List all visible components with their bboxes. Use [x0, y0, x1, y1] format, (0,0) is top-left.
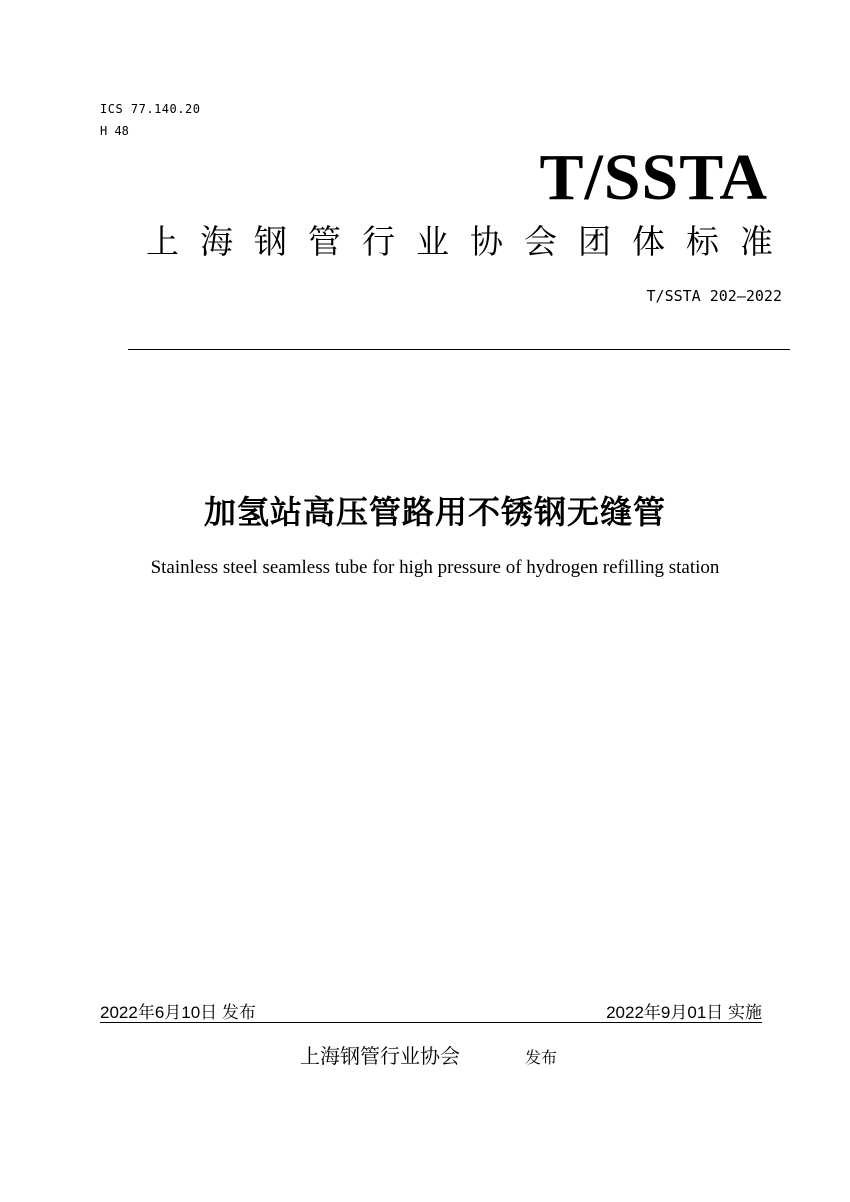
- implementation-date: 2022年9月01日 实施: [606, 1003, 762, 1022]
- publish-label: 发布: [525, 1048, 558, 1067]
- organization-standard-name: 上海钢管行业协会团体标准: [146, 222, 794, 261]
- standard-title-english: Stainless steel seamless tube for high pressure of hydrogen refilling station: [150, 557, 720, 578]
- organization-code: T/SSTA: [539, 141, 768, 214]
- standard-title-chinese: 加氢站高压管路用不锈钢无缝管: [203, 493, 666, 531]
- footer-divider: [100, 1022, 762, 1023]
- publisher-name: 上海钢管行业协会: [300, 1044, 460, 1068]
- header-divider: [128, 349, 790, 350]
- issue-date: 2022年6月10日 发布: [100, 1003, 256, 1022]
- ccs-code: H 48: [100, 124, 129, 138]
- standard-number: T/SSTA 202—2022: [646, 287, 782, 305]
- ics-code: ICS 77.140.20: [100, 102, 201, 116]
